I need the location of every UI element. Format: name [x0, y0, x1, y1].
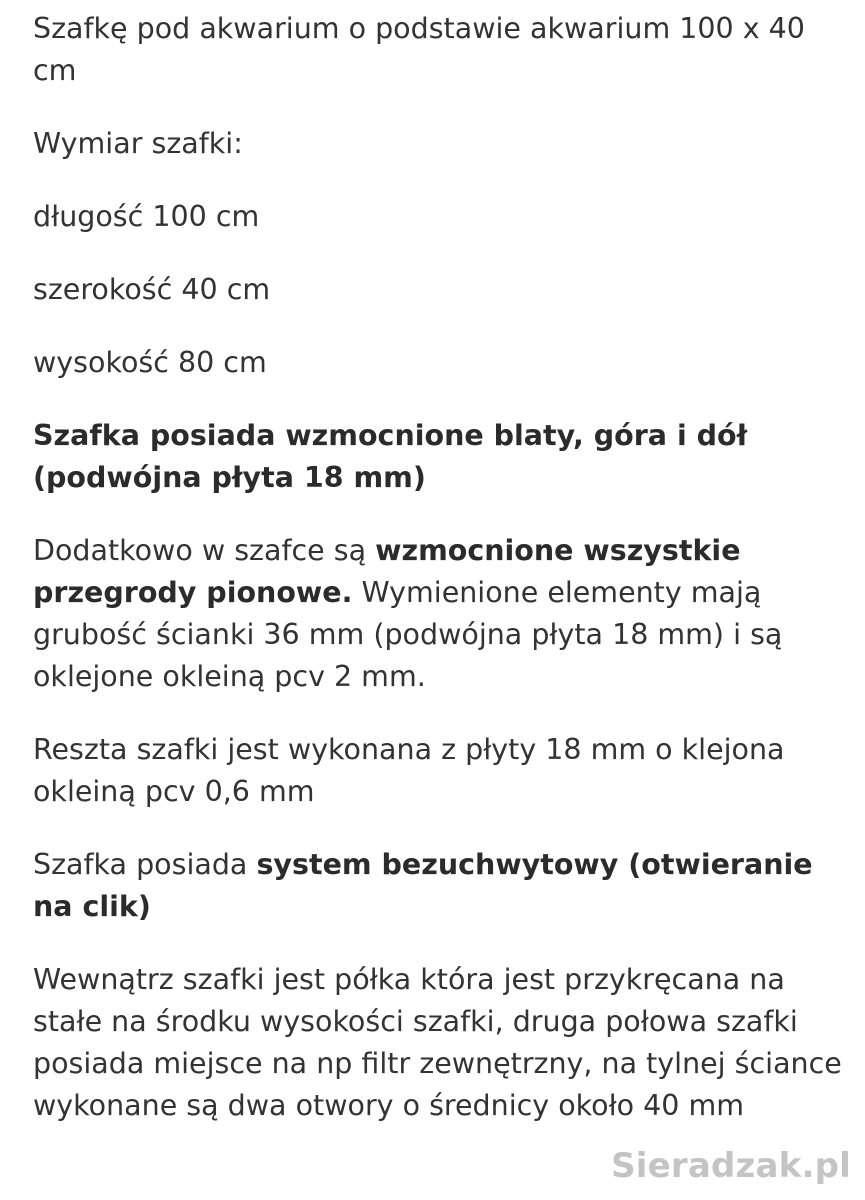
partitions-paragraph: [33, 530, 843, 698]
intro-paragraph: Szafkę pod akwarium o podstawie akwarium 100 x 40 cm: [33, 12, 805, 87]
watermark-logo: Sieradzak.pl: [611, 1146, 851, 1186]
rest-of-cabinet-paragraph: Reszta szafki jest wykonana z płyty 18 mm o klejona okleiną pcv 0,6 mm: [33, 733, 785, 808]
partitions-bold: wzmocnione wszystkie przegrody pionowe.: [33, 534, 741, 609]
width-line: szerokość 40 cm: [33, 273, 271, 306]
handleless-bold: system bezuchwytowy (otwieranie na clik): [33, 848, 813, 923]
product-description: [33, 8, 843, 1158]
partitions-text-end: Wymienione elementy mają grubość ścianki 36 mm (podwójna płyta 18 mm) i są oklejone okleiną pcv 2 mm.: [33, 576, 783, 693]
length-line: długość 100 cm: [33, 200, 260, 233]
interior-paragraph: Wewnątrz szafki jest półka która jest przykręcana na stałe na środku wysokości szafki, druga połowa szafki posiada miejsce na np filtr zewnętrzny, na tylnej ściance wykonane są dwa otwory o średnicy około 40 mm: [33, 963, 842, 1122]
partitions-text-start: Dodatkowo w szafce są: [33, 534, 376, 567]
reinforced-tops-paragraph: [33, 415, 843, 499]
reinforced-tops-bold: Szafka posiada wzmocnione blaty, góra i dół (podwójna płyta 18 mm): [33, 419, 748, 494]
dimensions-heading: Wymiar szafki:: [33, 127, 243, 160]
handleless-text-start: Szafka posiada: [33, 848, 257, 881]
height-line: wysokość 80 cm: [33, 346, 267, 379]
handleless-paragraph: [33, 844, 843, 928]
